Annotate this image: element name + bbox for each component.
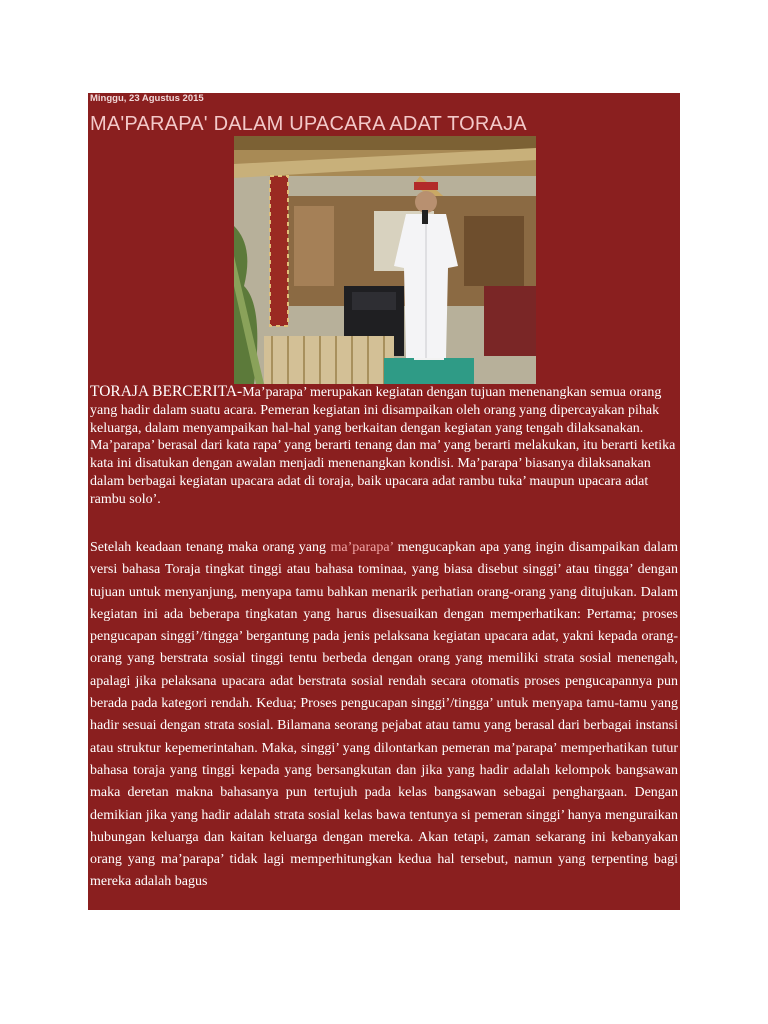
post-date: Minggu, 23 Agustus 2015	[90, 93, 204, 104]
body-text-rest: mengucapkan apa yang ingin disampaikan dalam versi bahasa Toraja tingkat tinggi atau bahasa tominaa, yang biasa disebut singgi’ atau tingga’ dengan tujuan untuk menyanjung, menyapa tamu bahkan menarik perhatian orang-orang yang ditujukan. Dalam kegiatan ini ada beberapa tingkatan yang harus disesuaikan dengan memperhatikan: Pertama; proses pengucapan singgi’/tingga’ bergantung pada jenis pelaksana kegiatan upacara adat, yakni kepada orang-orang yang berstrata sosial tinggi tentu berbeda dengan orang yang memiliki strata sosial menengah, apalagi jika pelaksana upacara adat berstrata sosial rendah secara otomatis proses pengucapannya pun berada pada kategori rendah. Kedua; Proses pengucapan singgi’/tingga’ untuk menyapa tamu-tamu yang hadir sesuai dengan strata sosial. Bilamana seorang pejabat atau tamu yang berasal dari berbagai instansi atau struktur kepemerintahan. Maka, singgi’ yang dilontarkan pemeran ma’parapa’ memperhatikan tutur bahasa toraja yang tinggi kepada yang bersangkutan dan jika yang hadir adalah kelompok bangsawan maka deretan makna bahasanya pun tertujuh pada kelas bangsawan sebagai penghargaan. Dengan demikian jika yang hadir adalah strata sosial kelas bawa tentunya si pemeran singgi’ hanya menguraikan hubungan keluarga dan kaitan keluarga dengan mereka. Akan tetapi, zaman sekarang ini kebanyakan orang yang ma’parapa’ tidak lagi memperhitungkan kedua hal tersebut, namun yang terpenting bagi mereka adalah bagus	[90, 540, 678, 890]
keyword-highlight: ma’parapa’	[330, 540, 394, 555]
post-title[interactable]: MA'PARAPA' DALAM UPACARA ADAT TORAJA	[90, 113, 527, 135]
intro-lead: TORAJA BERCERITA-	[90, 383, 243, 400]
blog-post-panel	[88, 93, 680, 910]
intro-paragraph	[90, 383, 678, 509]
ceremony-photo	[234, 136, 536, 384]
body-text-start: Setelah keadaan tenang maka orang yang	[90, 540, 331, 555]
body-paragraph	[90, 537, 678, 894]
intro-body: Ma’parapa’ merupakan kegiatan dengan tujuan menenangkan semua orang yang hadir dalam suatu acara. Pemeran kegiatan ini disampaikan oleh orang yang dipercayakan pihak keluarga, dalam menyampaikan hal-hal yang berkaitan dengan kegiatan yang tengah dilaksanakan. Ma’parapa’ berasal dari kata rapa’ yang berarti tenang dan ma’ yang berarti melakukan, itu berarti ketika kata ini disatukan dengan awalan menjadi menenangkan kondisi. Ma’parapa’ biasanya dilaksanakan dalam berbagai kegiatan upacara adat di toraja, baik upacara adat rambu tuka’ maupun upacara adat rambu solo’.	[90, 385, 676, 507]
